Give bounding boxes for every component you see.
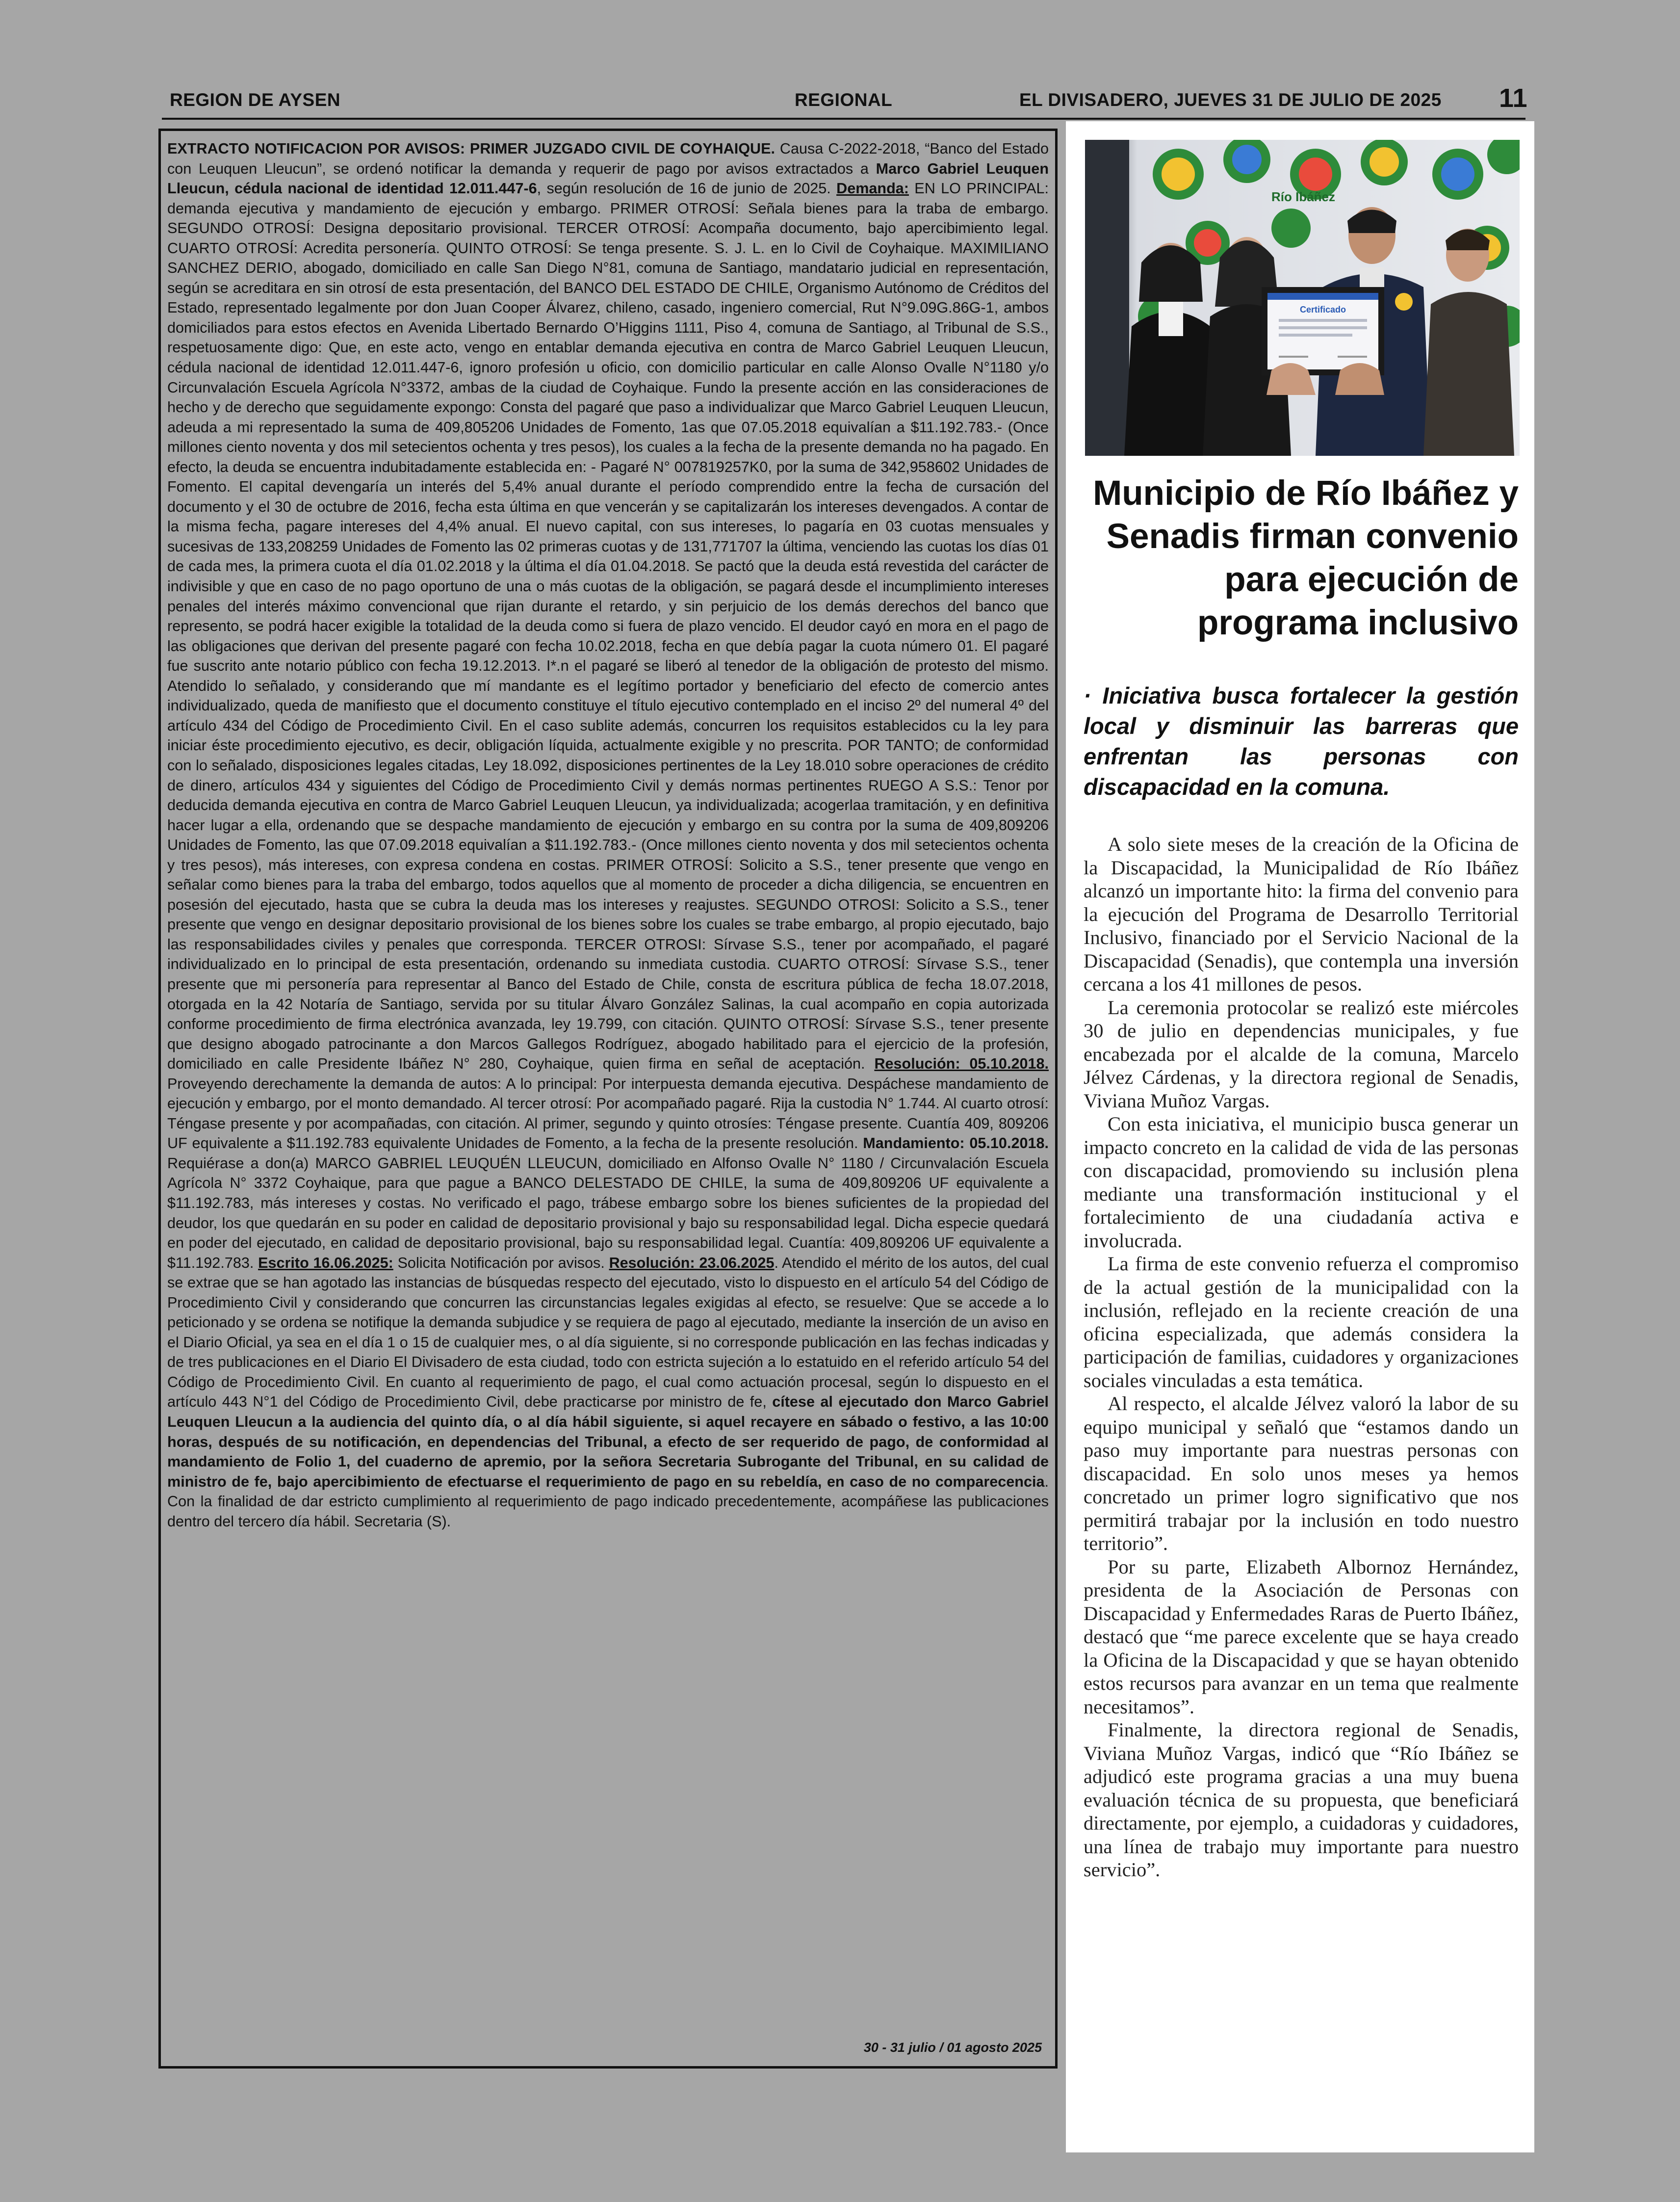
page-header (162, 83, 1528, 120)
certificate-title: Certificado (1299, 305, 1346, 315)
notice-title: EXTRACTO NOTIFICACION POR AVISOS: PRIMER JUZGADO CIVIL DE COYHAIQUE. (167, 140, 775, 157)
legal-notice-box (158, 129, 1058, 2069)
article-paragraph: Al respecto, el alcalde Jélvez valoró la labor de su equipo municipal y señaló que “estamos dando un paso muy importante para nuestras personas con discapacidad. En solo unos meses ya hemos concretado un primer logro significativo que nos permitirá trabajar por la inclusión en todo nuestro territorio”. (1084, 1392, 1519, 1554)
article-paragraph: La ceremonia protocolar se realizó este miércoles 30 de julio en dependencias municipales, y fue encabezada por el alcalde de la comuna, Marcelo Jélvez Cárdenas, y la directora regional de Senadis, Viviana Muñoz Vargas. (1084, 996, 1519, 1112)
resolucion2-label: Resolución: 23.06.2025 (609, 1254, 775, 1271)
demanda-label: Demanda: (836, 180, 909, 197)
article-body (1084, 833, 1519, 1882)
ceremony-photo (1085, 140, 1520, 456)
ceremony-photo-illustration (1085, 140, 1520, 456)
header-rule (162, 118, 1525, 120)
page-number: 11 (1499, 83, 1528, 113)
publication-dates: 30 - 31 julio / 01 agosto 2025 (863, 2040, 1042, 2055)
legal-notice-text: EXTRACTO NOTIFICACION POR AVISOS: PRIMER JUZGADO CIVIL DE COYHAIQUE. Causa C-2022-2018, “Banco del Estado con Leuquen Lleucun”, se ordenó notificar la demanda y requerir de pago por avisos extractados a Marco Gabriel Leuquen Lleucun, cédula nacional de identidad 12.011.447-6, según resolución de 16 de junio de 2025. Demanda: EN LO PRINCIPAL: demanda ejecutiva y mandamiento de ejecución y embargo. PRIMER OTROSÍ: Señala bienes para la traba de embargo. SEGUNDO OTROSÍ: Designa depositario provisional. TERCER OTROSÍ: Acompaña documento, bajo apercibimiento legal. CUARTO OTROSÍ: Acredita personería. QUINTO OTROSÍ: Se tenga presente. S. J. L. en lo Civil de Coyhaique. MAXIMILIANO SANCHEZ DERIO, abogado, domiciliado en calle San Diego N°81, comuna de Santiago, mandatario judicial en representación, según se acreditara en sin otrosí de esta presentación, del BANCO DEL ESTADO DE CHILE, Organismo Autónomo de Créditos del Estado, representado legalmente por don Juan Cooper Álvarez, chileno, casado, ingeniero comercial, Rut N°9.09G.86G-1, ambos domiciliados para estos efectos en Avenida Libertado Bernardo O’Higgins 1111, Piso 4, comuna de Santiago, al Tribunal de S.S., respetuosamente digo: Que, en este acto, vengo en entablar demanda ejecutiva en contra de Marco Gabriel Leuquen Lleucun, cédula nacional de identidad 12.011.447-6, ignoro profesión u oficio, con domicilio particular en calle Alonso Ovalle N°1180 y/o Circunvalación Escuela Agrícola N°3372, ambas de la ciudad de Coyhaique. Fundo la presente acción en las consideraciones de hecho y de derecho que seguidamente expongo: Consta del pagaré que paso a individualizar que Marco Gabriel Leuquen Lleucun, adeuda a mi representado la suma de 409,805206 Unidades de Fomento, 1as que 07.05.2018 equivalían a $11.192.783.- (Once millones ciento noventa y dos mil setecientos ochenta y tres pesos), los cuales a la fecha de la presente demanda no ha pagado. En efecto, la deuda se encuentra indubitadamente establecida en: - Pagaré N° 007819257K0, por la suma de 342,958602 Unidades de Fomento. El capital devengaría un interés del 5,4% anual durante el período comprendido entre la fecha de cursación del documento y el 30 de octubre de 2016, fecha esta última en que vencerán y se capitalizarán los intereses devengados. A contar de la misma fecha, pagare intereses del 4,4% anual. El nuevo capital, con sus intereses, lo pagaría en 03 cuotas mensuales y sucesivas de 133,208259 Unidades de Fomento las 02 primeras cuotas y de 131,771707 la última, venciendo las cuotas los días 01 de cada mes, la primera cuota el día 01.02.2018 y la última el día 01.04.2018. Se pactó que la deuda está revestida del carácter de indivisible y que en caso de no pago oportuno de una o más cuotas de la obligación, se pagará desde el incumplimiento intereses penales del interés máximo convencional que rijan durante el retardo, y sin perjuicio de los demás derechos del banco que represento, se podrá hacer exigible la totalidad de la deuda como si fuera de plazo vencido. El deudor cayó en mora en el pago de las obligaciones que derivan del presente pagaré con fecha 10.02.2018, fecha en que debía pagar la cuota número 01. El pagaré fue suscrito ante notario público con fecha 19.12.2013. I*.n el pagaré se liberó al tenedor de la obligación de protesto del mismo. Atendido lo señalado, y considerando que mí mandante es el legítimo portador y beneficiario del efecto de comercio antes individualizado, queda de manifiesto que el documento constituye el título ejecutivo contemplado en el inciso 2º del numeral 4º del artículo 434 del Código de Procedimiento Civil. En el caso sublite además, concurren los requisitos establecidos cu la ley para iniciar éste procedimiento ejecutivo, es decir, obligación líquida, actualmente exigible y no prescrita. POR TANTO; de conformidad con lo señalado, disposiciones legales citadas, Ley 18.092, disposiciones pertinentes de la Ley 18.010 sobre operaciones de crédito de dinero, artículos 434 y siguientes del Código de Procedimiento Civil y demás normas pertinentes RUEGO A S.S.: Tenor por deducida demanda ejecutiva en contra de Marco Gabriel Leuquen Lleucun, ya individualizada; acogerlaa tramitación, y en definitiva hacer lugar a ella, ordenando que se despache mandamiento de ejecución y embargo en su contra por la suma de 409,809206 Unidades de Fomento, las que 07.09.2018 equivalían a $11.192.783.- (Once millones ciento noventa y dos mil setecientos ochenta y tres pesos), más intereses, con expresa condena en costas. PRIMER OTROSÍ: Solicito a S.S., tener presente que vengo en señalar como bienes para la traba del embargo, todos aquellos que al momento de proceder a dicha diligencia, se encuentren en posesión del ejecutado, hasta que se cubra la deuda mas los intereses y reajustes. SEGUNDO OTROSI: Solicito a S.S., tener presente que vengo en designar depositario provisional de los bienes sobre los cuales se trabe embargo, al propio ejecutado, bajo las responsabilidades civiles y penales que corresponda. TERCER OTROSI: Sírvase S.S., tener por acompañado, el pagaré individualizado en lo principal de esta presentación, ordenando su inmediata custodia. CUARTO OTROSÍ: Sírvase S.S., tener presente que mi personería para representar al Banco del Estado de Chile, consta de escritura pública de fecha 18.07.2018, otorgada en la 42 Notaría de Santiago, servida por su titular Álvaro González Salinas, la cual acompaño en copia autorizada conforme procedimiento de firma electrónica avanzada, ley 19.799, con citación. QUINTO OTROSÍ: Sírvase S.S., tener presente que designo abogado patrocinante a don Marcos Gallegos Rodríguez, abogado habilitado para el ejercicio de la profesión, domiciliado en calle Presidente Ibáñez N° 280, Coyhaique, quien firma en señal de aceptación. Resolución: 05.10.2018. Proveyendo derechamente la demanda de autos: A lo principal: Por interpuesta demanda ejecutiva. Despáchese mandamiento de ejecución y embargo, por el monto demandado. Al tercer otrosí: Por acompañado pagaré. Rija la custodia N° 1.744. Al cuarto otrosí: Téngase presente y por acompañadas, con citación. Al primer, segundo y quinto otrosíes: Téngase presente. Cuantía 409, 809206 UF equivalente a $11.192.783 equivalente Unidades de Fomento, a la fecha de la presente resolución. Mandamiento: 05.10.2018. Requiérase a don(a) MARCO GABRIEL LEUQUÉN LLEUCUN, domiciliado en Alfonso Ovalle N° 1180 / Circunvalación Escuela Agrícola N° 3372 Coyhaique, para que pague a BANCO DELESTADO DE CHILE, la suma de 409,809206 UF equivalente a $11.192.783, más intereses y costas. No verificado el pago, trábese embargo sobre los bienes suficientes de la propiedad del deudor, los que quedarán en su poder en calidad de depositario provisional y bajo su responsabilidad legal. Dicha especie quedará en poder del ejecutado, en calidad de depositario provisional, bajo su responsabilidad legal. Cuantía: 409,809206 UF equivalente a $11.192.783. Escrito 16.06.2025: Solicita Notificación por avisos. Resolución: 23.06.2025. Atendido el mérito de los autos, del cual se extrae que se han agotado las instancias de búsquedas respecto del ejecutado, visto lo dispuesto en el artículo 54 del Código de Procedimiento Civil y considerando que concurren las circunstancias legales exigidas al efecto, se resuelve: Que se accede a lo peticionado y se ordena se notifique la demanda subjudice y se requiera de pago al ejecutado, mediante la inserción de un aviso en el Diario Oficial, ya sea en el día 1 o 15 de cualquier mes, o al día siguiente, si no corresponde publicación en las fechas indicadas y de tres publicaciones en el Diario El Divisadero de esta ciudad, todo con estricta sujeción a lo estatuido en el referido artículo 54 del Código de Procedimiento Civil. En cuanto al requerimiento de pago, el cual como actuación procesal, según lo dispuesto en el artículo 443 N°1 del Código de Procedimiento Civil, debe practicarse por ministro de fe, cítese al ejecutado don Marco Gabriel Leuquen Lleucun a la audiencia del quinto día, o al día hábil siguiente, si aquel recayere en sábado o festivo, a las 10:00 horas, después de su notificación, en dependencias del Tribunal, a efecto de ser requerido de pago, de conformidad al mandamiento de Folio 1, del cuaderno de apremio, por la señora Secretaria Subrogante del Tribunal, en su calidad de ministro de fe, bajo apercibimiento de efectuarse el requerimiento de pago en su rebeldía, en caso de no comparecencia. Con la finalidad de dar estricto cumplimiento al requerimiento de pago indicado precedentemente, acompáñese las publicaciones dentro del tercero día hábil. Secretaria (S). (167, 140, 1049, 1530)
banner-text: Río Ibáñez (1271, 189, 1336, 204)
article-paragraph: Por su parte, Elizabeth Albornoz Hernández, presidenta de la Asociación de Personas con Discapacidad y Enfermedades Raras de Puerto Ibáñez, destacó que “me parece excelente que se haya creado la Oficina de la Discapacidad y que se hayan obtenido estos recursos para avanzar en un tema que realmente necesitamos”. (1084, 1555, 1519, 1718)
article-paragraph: La firma de este convenio refuerza el compromiso de la actual gestión de la municipalidad con la inclusión, reflejado en la reciente creación de una oficina especializada, que además considera la participación de familias, cuidadores y organizaciones sociales vinculadas a esta temática. (1084, 1253, 1519, 1391)
mandamiento-label: Mandamiento: 05.10.2018. (863, 1135, 1049, 1152)
summons-text: cítese al ejecutado don Marco Gabriel Leuquen Lleucun a la audiencia del quinto día, o al día hábil siguiente, si aquel recayere en sábado o festivo, a las 10:00 horas, después de su notificación, en dependencias del Tribunal, a efecto de ser requerido de pago, de conformidad al mandamiento de Folio 1, del cuaderno de apremio, por la señora Secretaria Subrogante del Tribunal, en su calidad de ministro de fe, bajo apercibimiento de efectuarse el requerimiento de pago en su rebeldía, en caso de no comparecencia (167, 1393, 1049, 1490)
section-label: REGIONAL (795, 90, 893, 110)
debtor-name: Marco Gabriel Leuquen Lleucun, cédula nacional de identidad 12.011.447-6 (167, 160, 1049, 197)
resolucion-label: Resolución: (874, 1055, 960, 1073)
article-lede: · Iniciativa busca fortalecer la gestión local y disminuir las barreras que enfrentan las personas con discapacidad en la comuna. (1084, 682, 1519, 800)
article-column (1066, 121, 1534, 2152)
article-paragraph: Con esta iniciativa, el municipio busca generar un impacto concreto en la calidad de vida de las personas con discapacidad, promoviendo su inclusión plena mediante una transformación institucional y el fortalecimiento de una ciudadanía activa e involucrada. (1084, 1113, 1519, 1252)
article-paragraph: Finalmente, la directora regional de Senadis, Viviana Muñoz Vargas, indicó que “Río Ibáñez se adjudicó este programa gracias a una muy buena evaluación técnica de su propuesta, que beneficiará directamente, por ejemplo, a cuidadoras y cuidadores, una línea de trabajo muy importante para nuestro servicio”. (1084, 1719, 1519, 1881)
article-headline: Municipio de Río Ibáñez y Senadis firman convenio para ejecución de programa inclusivo (1093, 474, 1519, 642)
edition-date: EL DIVISADERO, JUEVES 31 DE JULIO DE 2025 (1019, 90, 1442, 110)
certificate-frame (1262, 287, 1384, 375)
section-name: REGION DE AYSEN (170, 90, 341, 110)
article-paragraph: A solo siete meses de la creación de la Oficina de la Discapacidad, la Municipalidad de Río Ibáñez alcanzó un importante hito: la firma del convenio para la ejecución del Programa de Desarrollo Territorial Inclusivo, financiado por el Servicio Nacional de la Discapacidad (Senadis), que contempla una inversión cercana a los 41 millones de pesos. (1084, 833, 1519, 995)
escrito-label: Escrito 16.06.2025: (258, 1254, 393, 1271)
